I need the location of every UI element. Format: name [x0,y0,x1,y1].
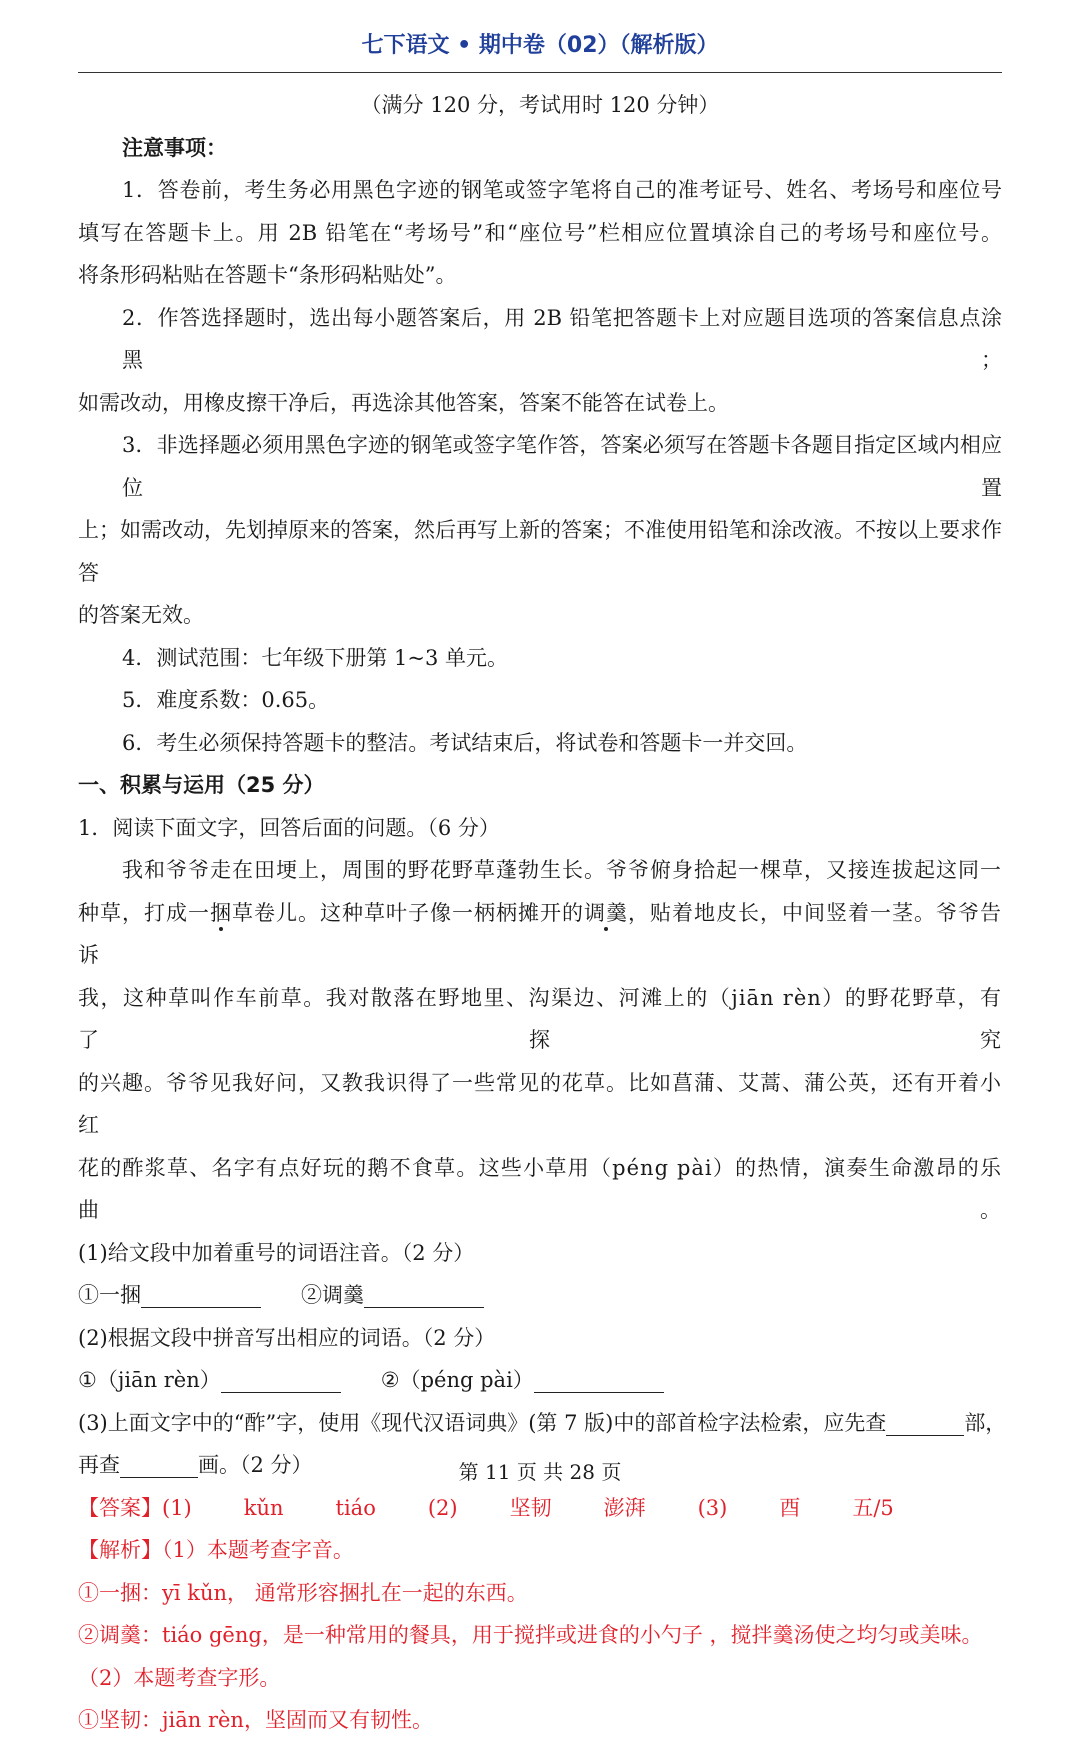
analysis-line-3: （2）本题考查字形。 [78,1665,281,1690]
sub-question-1-blanks [78,1274,1002,1317]
notice-item-1-line-2: 填写在答题卡上。用 2B 铅笔在“考场号”和“座位号”栏相应位置填涂自己的考场号和座位号。 [78,220,1002,245]
section-1-title: 一、积累与运用（25 分） [78,773,325,797]
notice-item-3-line-3: 的答案无效。 [78,603,204,627]
blank-label-jianren: ①（jiān rèn） [78,1368,221,1392]
sub-question-3-text: 再查 [78,1453,120,1477]
answer-item: tiáo [335,1495,376,1520]
answer-item: kǔn [243,1495,284,1520]
answer-item: 酉 [779,1495,801,1520]
sub-question-2-blanks [78,1359,1002,1402]
notice-item-3-line-1: 3．非选择题必须用黑色字迹的钢笔或签字笔作答，答案必须写在答题卡各题目指定区域内相应位置 [122,433,1002,500]
blank-label-tiaogeng: ②调羹 [301,1283,364,1307]
page-content [78,84,1007,1742]
notice-item-1-line-1: 1．答卷前，考生务必用黑色字迹的钢笔或签字笔将自己的准考证号、姓名、考场号和座位号 [122,178,1002,202]
sub-question-3-line-1 [78,1402,1007,1445]
notice-title: 注意事项： [122,135,227,160]
answer-blank[interactable] [364,1283,484,1308]
answer-item: (1) [162,1495,192,1520]
answer-item: 澎湃 [603,1495,646,1520]
sub-question-1-title: (1)给文段中加着重号的词语注音。（2 分） [78,1240,475,1265]
answer-blank[interactable] [221,1368,341,1393]
answer-blank[interactable] [886,1411,964,1436]
notice-item-4: 4．测试范围：七年级下册第 1~3 单元。 [122,645,509,670]
analysis-text: （1）本题考查字音。 [162,1538,354,1562]
passage-text: ，贴着地皮长，中间竖着一茎。爷爷告诉 [78,900,1002,967]
notice-item-2-line-2: 如需改动，用橡皮擦干净后，再选涂其他答案，答案不能答在试卷上。 [78,390,729,415]
answer-item: (3) [697,1495,728,1520]
analysis-line-intro [78,1529,1002,1572]
answer-blank[interactable] [141,1283,261,1308]
answer-item: 五/5 [852,1495,894,1520]
passage-line-5: 花的酢浆草、名字有点好玩的鹅不食草。这些小草用（péng pài）的热情，演奏生命激昂的乐曲。 [78,1155,1002,1222]
sub-question-3-text: 部， [964,1410,1007,1435]
sub-question-2-title: (2)根据文段中拼音写出相应的词语。（2 分） [78,1325,496,1350]
notice-item-2-line-1: 2．作答选择题时，选出每小题答案后，用 2B 铅笔把答题卡上对应题目选项的答案信息点涂黑； [122,305,1002,372]
notice-item-3-line-2: 上；如需改动，先划掉原来的答案，然后再写上新的答案；不准使用铅笔和涂改液。不按以上要求作答 [78,518,1002,585]
analysis-line-4: ①坚韧：jiān rèn，坚固而又有韧性。 [78,1708,433,1732]
header-divider [78,72,1002,73]
answer-label: 【答案】 [78,1495,162,1520]
notice-item-6: 6．考生必须保持答题卡的整洁。考试结束后，将试卷和答题卡一并交回。 [122,730,808,755]
analysis-line-1: ①一捆：yī kǔn， 通常形容捆扎在一起的东西。 [78,1580,528,1605]
answer-item: 坚韧 [509,1495,552,1520]
passage-line-4: 的兴趣。爷爷见我好问，又教我识得了一些常见的花草。比如菖蒲、艾蒿、蒲公英，还有开着小红 [78,1070,1002,1137]
page-header-title: 七下语文 • 期中卷（02）（解析版） [361,33,719,58]
passage-line-3: 我，这种草叫作车前草。我对散落在野地里、沟渠边、河滩上的（jiān rèn）的野花野草，有了探究 [78,985,1002,1052]
sub-question-3-text: (3)上面文字中的“酢”字，使用《现代汉语词典》(第 7 版)中的部首检字法检索，应先查 [78,1410,887,1435]
sub-question-3-text: 画。（2 分） [198,1453,313,1477]
notice-item-1-line-3: 将条形码粘贴在答题卡“条形码粘贴处”。 [78,263,457,287]
question-1-stem: 1．阅读下面文字，回答后面的问题。（6 分） [78,815,500,840]
passage-line-1: 我和爷爷走在田埂上，周围的野花野草蓬勃生长。爷爷俯身拾起一棵草，又接连拔起这同一 [122,858,1002,882]
answer-line [78,1487,1002,1530]
page-number-footer: 第 11 页 共 28 页 [458,1460,622,1484]
answer-blank[interactable] [534,1368,664,1393]
answer-item: (2) [427,1495,458,1520]
passage-line-2 [78,892,1002,977]
analysis-label: 【解析】 [78,1538,162,1562]
passage-text: 草卷儿。这种草叶子像一柄柄摊开的 [232,900,584,925]
blank-label-yikun: ①一捆 [78,1283,141,1307]
passage-text: 种草，打成一 [78,900,210,925]
notice-item-5: 5．难度系数：0.65。 [122,688,330,712]
analysis-line-2: ②调羹：tiáo gēng，是一种常用的餐具，用于搅拌或进食的小勺子 ，搅拌羹汤使之均匀或美味。 [78,1623,983,1647]
exam-info: （满分 120 分，考试用时 120 分钟） [360,93,720,117]
emphasized-word-tiaogeng: 调羹 [584,900,628,925]
blank-label-pengpai: ②（péng pài） [380,1368,534,1392]
emphasized-word-kun: 捆 [210,900,232,925]
